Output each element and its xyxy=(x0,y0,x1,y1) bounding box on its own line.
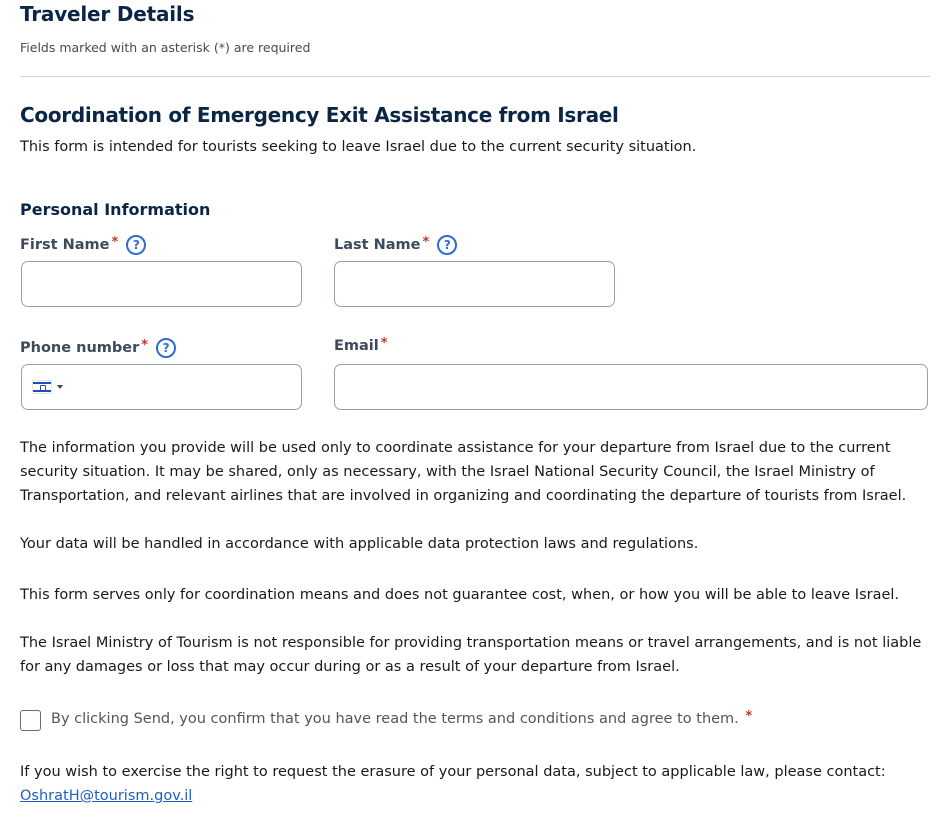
help-icon[interactable]: ? xyxy=(437,235,457,255)
phone-number-input[interactable] xyxy=(69,364,301,410)
required-asterisk: * xyxy=(380,335,388,351)
liability-disclaimer-paragraph: The Israel Ministry of Tourism is not responsible for providing transportation means or travel arrangements, and is not liable for any damages or loss that may occur during or as a result of your departure from Israel. xyxy=(20,635,922,675)
data-protection-paragraph: Your data will be handled in accordance with applicable data protection laws and regulations. xyxy=(20,536,699,552)
section-title-personal-information: Personal Information xyxy=(20,200,211,219)
israel-flag-icon xyxy=(32,380,52,394)
coordination-disclaimer-paragraph: This form serves only for coordination means and does not guarantee cost, when, or how you will be able to leave Israel. xyxy=(20,587,900,603)
required-asterisk: * xyxy=(111,234,119,250)
required-fields-note: Fields marked with an asterisk (*) are required xyxy=(20,40,311,55)
terms-consent-text: By clicking Send, you confirm that you have read the terms and conditions and agree to them. xyxy=(51,711,739,727)
erasure-request-text: If you wish to exercise the right to request the erasure of your personal data, subject to applicable law, please contact: xyxy=(20,764,886,780)
contact-email-link[interactable]: OshratH@tourism.gov.il xyxy=(20,788,193,804)
phone-number-label-text: Phone number xyxy=(20,340,140,356)
privacy-paragraph: The information you provide will be used only to coordinate assistance for your departure from Israel due to the current security situation. It may be shared, only as necessary, with the Israel National Security Council, the Israel Ministry of Transportation, and relevant airlines that are involved in organizing and coordinating the departure of tourists from Israel. xyxy=(20,440,907,504)
email-label-text: Email xyxy=(334,338,379,354)
erasure-request-note xyxy=(20,760,925,808)
form-title: Coordination of Emergency Exit Assistance from Israel xyxy=(20,103,619,127)
email-input[interactable] xyxy=(334,364,928,410)
required-asterisk: * xyxy=(141,337,149,353)
required-asterisk: * xyxy=(745,709,753,724)
required-asterisk: * xyxy=(422,234,430,250)
form-intro: This form is intended for tourists seeking to leave Israel due to the current security situation. xyxy=(20,139,697,155)
first-name-label xyxy=(20,235,146,255)
page-title: Traveler Details xyxy=(20,2,195,26)
chevron-down-icon xyxy=(57,385,63,389)
divider xyxy=(20,76,930,77)
last-name-label xyxy=(334,235,457,255)
first-name-input[interactable] xyxy=(21,261,302,307)
help-icon[interactable]: ? xyxy=(156,338,176,358)
first-name-label-text: First Name xyxy=(20,237,110,253)
terms-consent-checkbox[interactable] xyxy=(20,710,41,731)
phone-number-field xyxy=(21,364,302,410)
email-label xyxy=(334,335,388,354)
country-code-selector[interactable] xyxy=(22,365,69,409)
last-name-label-text: Last Name xyxy=(334,237,421,253)
last-name-input[interactable] xyxy=(334,261,615,307)
help-icon[interactable]: ? xyxy=(126,235,146,255)
terms-consent-label[interactable] xyxy=(51,711,752,727)
phone-number-label xyxy=(20,338,176,358)
